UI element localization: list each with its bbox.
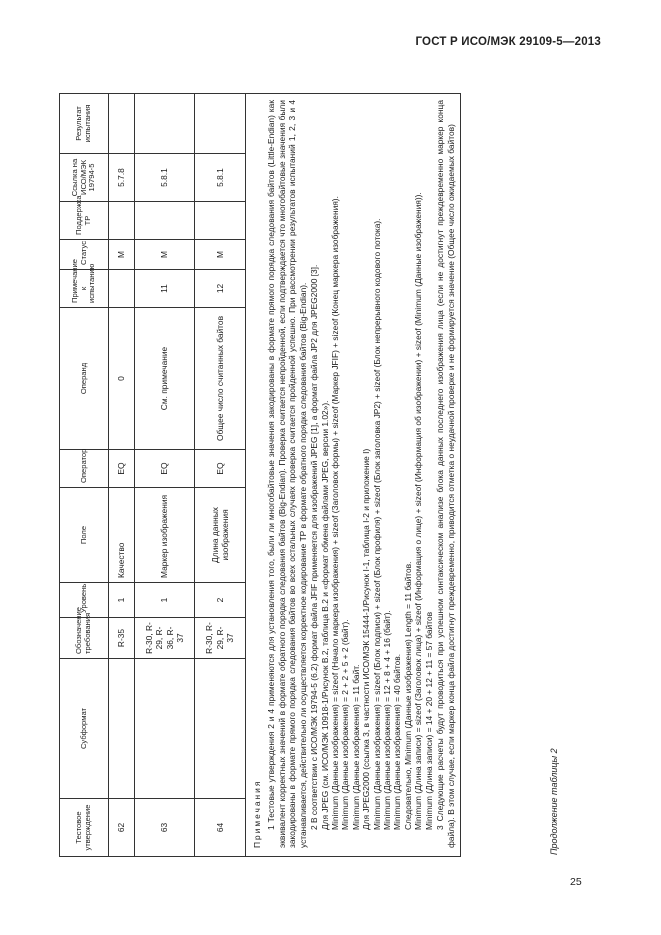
cell-operator: EQ: [109, 450, 135, 488]
notes-row: [246, 94, 461, 857]
cell-result: [109, 94, 135, 154]
cell-id: 63: [135, 799, 195, 857]
note-3: [435, 100, 456, 848]
cell-subformat: [195, 659, 246, 799]
cell-subformat: [135, 659, 195, 799]
table-row: [195, 94, 246, 857]
cell-tp: [109, 202, 135, 240]
col-header: Обозначение требования: [60, 618, 109, 659]
col-header: Поле: [60, 488, 109, 583]
cell-status: M: [135, 240, 195, 270]
note-2-line: Minimum (Длина записи) = sizeof (Заголовок лица) + sizeof (Информация о лице) + sizeof (Информация об изображении) + sizeof (Minimum (Данные изображения)).: [413, 192, 424, 830]
note-2-line: Для JPEG2000 (ссылка 3, в частности ИСО/МЭК 15444-1/Рисунок I-1, таблица I-2 и приложение I): [361, 448, 372, 830]
col-header: Операнд: [60, 308, 109, 450]
notes-title: Примечания: [252, 779, 262, 848]
page-number: 25: [570, 876, 582, 888]
cell-tp: [195, 202, 246, 240]
cell-note: [109, 270, 135, 308]
cell-level: 1: [109, 583, 135, 618]
cell-note: 12: [195, 270, 246, 308]
cell-operator: EQ: [135, 450, 195, 488]
cell-ref: 5.7.8: [109, 154, 135, 202]
note-2-line: Minimum (Длина записи) = 14 + 20 + 12 + 11 = 57 байтов: [423, 611, 434, 830]
cell-field: Длина данных изображения: [195, 488, 246, 583]
table-row: [109, 94, 135, 857]
notes-cell: [246, 94, 461, 857]
test-assertions-table: [59, 93, 461, 857]
cell-subformat: [109, 659, 135, 799]
note-2-line: Следовательно, Minimum (Данные изображения) Length = 11 байтов.: [402, 561, 413, 830]
cell-field: Качество: [109, 488, 135, 583]
note-2-line: Minimum (Данные изображения) = sizeof (Блок подписи) + sizeof (Блок профиля) + sizeof (Блок заголовка JP2) + sizeof (Блок непрерывного кодового потока).: [371, 218, 382, 830]
cell-req: R-35: [109, 618, 135, 659]
cell-operand: Общее число считанных байтов: [195, 308, 246, 450]
note-1-text: 1 Тестовые утверждения 2 и 4 применяются для установления того, были ли многобайтовые значения закодированы в формате прямого порядка следования байтов (Little-Endian) как эквивалент корректных значений в формате обратного порядка следования байтов (Big-Endian). Проверка считается непройденной, если подтверждается что многобайтовые значения были закодированы в формате прямого порядка следования байтов во всех остальных случаях проверка считается пройденной успешно. При рассмотрении результатов испытаний 1, 2, 3 и 4 устанавливается, действительно ли осуществляется корректное кодирование ТР в формате обратного порядка следования байтов (Big-Endian).: [266, 100, 308, 848]
note-2: [309, 100, 434, 848]
cell-level: 1: [135, 583, 195, 618]
col-header: Оператор: [60, 450, 109, 488]
table-row: [135, 94, 195, 857]
col-header: Поддержка ТР: [60, 202, 109, 240]
col-header: Статус: [60, 240, 109, 270]
col-header: Субформат: [60, 659, 109, 799]
cell-ref: 5.8.1: [195, 154, 246, 202]
cell-id: 62: [109, 799, 135, 857]
cell-operand: 0: [109, 308, 135, 450]
cell-operand: См. примечание: [135, 308, 195, 450]
note-1: [266, 100, 308, 848]
cell-id: 64: [195, 799, 246, 857]
note-2-line: Minimum (Данные изображения) = 11 байт.: [350, 664, 361, 830]
note-2-line: Minimum (Данные изображения) = 12 + 8 + 4 + 16 (байт).: [382, 610, 393, 830]
cell-status: M: [109, 240, 135, 270]
cell-req: R-30, R-29, R-37: [195, 618, 246, 659]
rotated-table-block: [59, 94, 564, 857]
note-2-line: Minimum (Данные изображения) = 2 + 2 + 5 + 2 (байт).: [340, 619, 351, 830]
cell-req: R-30, R-29, R-36, R-37: [135, 618, 195, 659]
col-header: Примечание к испытанию: [60, 270, 109, 308]
col-header: Ссылка на ИСО/МЭК 19794-5: [60, 154, 109, 202]
note-2-line: Minimum (Данные изображения) = sizeof (Начало маркера изображения) + sizeof (Заголовок формы) + sizeof (Маркер JFIF) + sizeof (Конец маркера изображения).: [329, 196, 340, 830]
cell-ref: 5.8.1: [135, 154, 195, 202]
cell-status: M: [195, 240, 246, 270]
table-header-row: [60, 94, 109, 857]
note-2-line: Для JPEG (см. ИСО/МЭК 10918-1/Рисунок B.2, таблица B.2 и «формат обмена файлами JPEG, версии 1.02»).: [319, 400, 330, 830]
note-3-text: 3 Следующие расчеты будут проводиться при успешном синтаксическом анализе блока данных последнего изображения лица (если не достигнут преждевременно маркер конца файла). В этом случае, если маркер конца файла достигнут преждевременно, приводится отметка о неудачной проверке и не формируется значение (Общее число ожидаемых байтов): [435, 100, 456, 848]
cell-result: [135, 94, 195, 154]
col-header: Результат испытания: [60, 94, 109, 154]
standard-header: ГОСТ Р ИСО/МЭК 29109-5—2013: [415, 36, 601, 48]
cell-operator: EQ: [195, 450, 246, 488]
note-2-line: 2 В соответствии с ИСО/МЭК 19794-5 (6.2) формат файла JFIF применяется для изображений JPEG [1], а формат файла JP2 для JPEG2000 [3].: [309, 264, 320, 830]
cell-note: 11: [135, 270, 195, 308]
cell-tp: [135, 202, 195, 240]
cell-result: [195, 94, 246, 154]
col-header: Уровень: [60, 583, 109, 618]
col-header: Тестовое утверждение: [60, 799, 109, 857]
cell-field: Маркер изображения: [135, 488, 195, 583]
table-continuation-label: Продолжение таблицы 2: [549, 748, 559, 855]
note-2-line: Minimum (Данные изображения) = 40 байтов.: [392, 653, 403, 830]
cell-level: 2: [195, 583, 246, 618]
